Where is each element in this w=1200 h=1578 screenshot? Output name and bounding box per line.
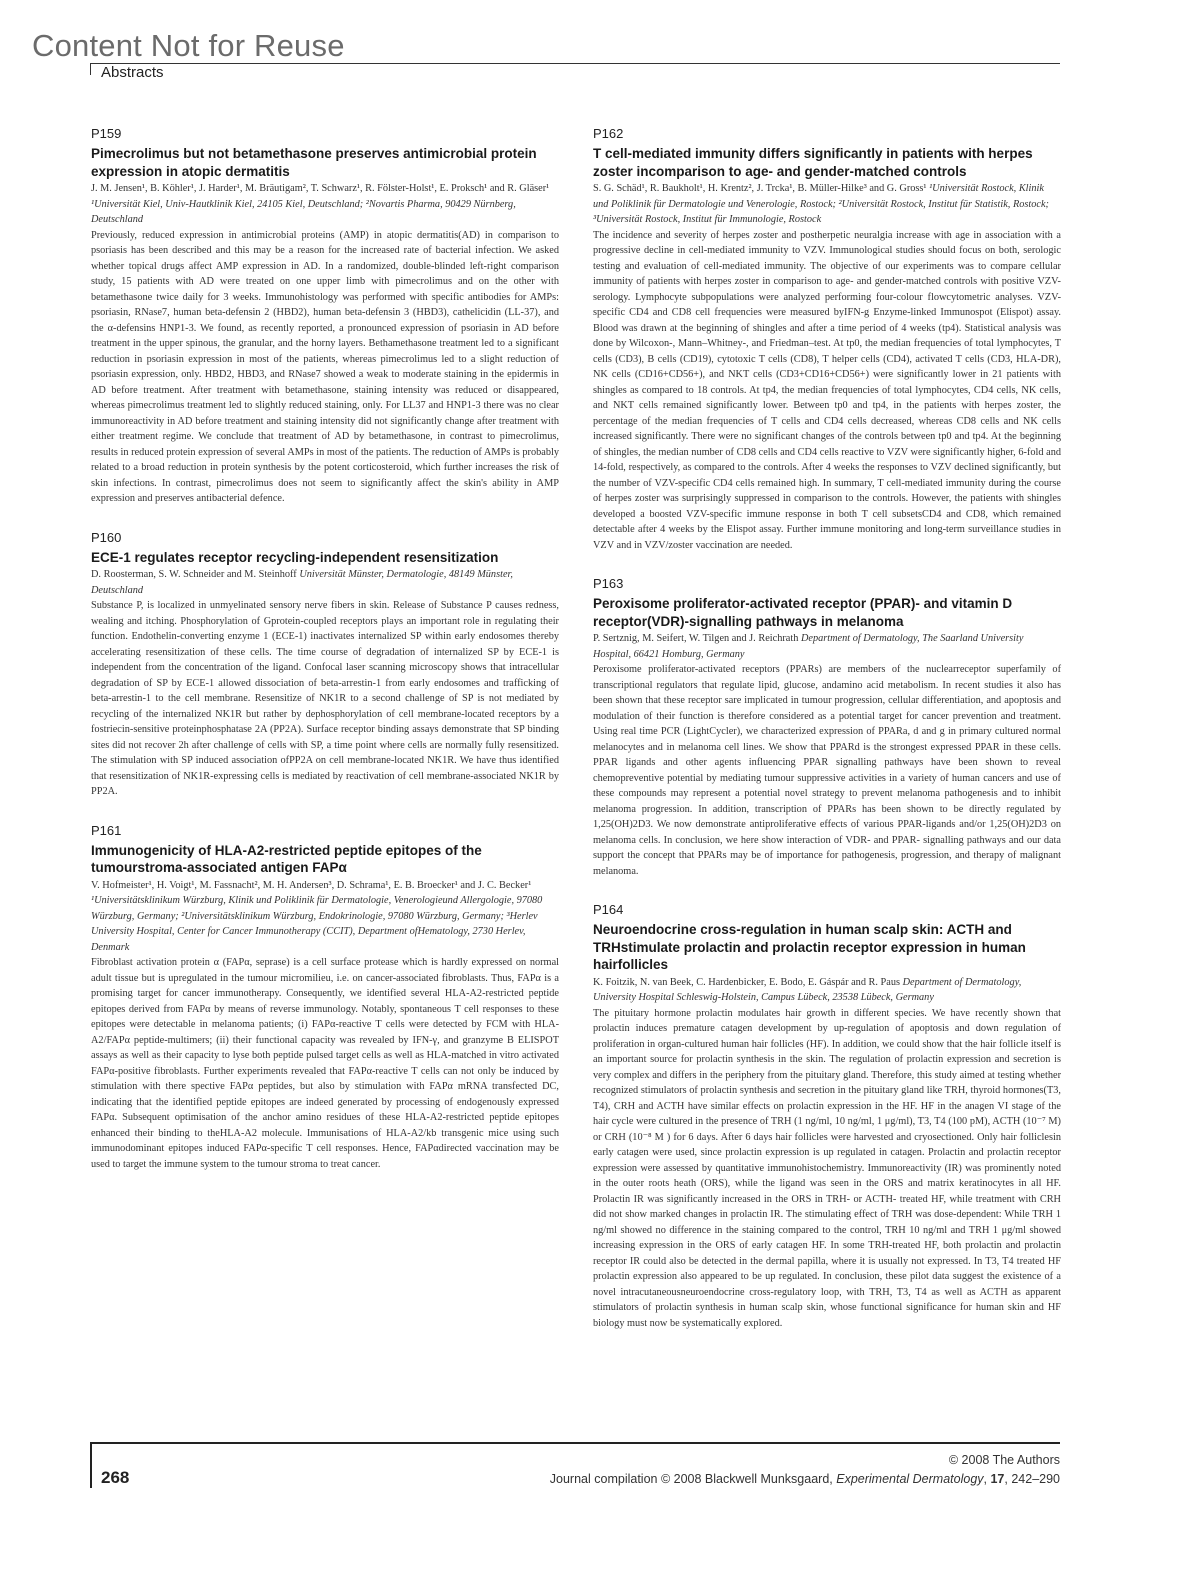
footer-tick	[90, 1442, 92, 1488]
author-list: D. Roosterman, S. W. Schneider and M. Steinhoff	[91, 569, 297, 580]
journal-citation	[550, 1472, 1060, 1486]
affiliation: ¹Universitätsklinikum Würzburg, Klinik und Poliklinik für Dermatologie, Venerologieund Allergologie, 97080 Würzburg, Germany; ²Universitätsklinikum Würzburg, Endokrinologie, 97080 Würzburg, Germany; ³Herlev University Hospital, Center for Cancer Immunotherapy (CCIT), Department ofHematology, 2730 Herlev, Denmark	[91, 895, 543, 953]
abstract-authors	[91, 567, 559, 598]
affiliation: ¹Universität Rostock, Klinik und Poliklinik für Dermatologie und Venerologie, Rostock; ²Universität Rostock, Institut für Statistik, Rostock; ³Universität Rostock, Institut für Immunologie, Rostock	[593, 183, 1049, 225]
author-list: P. Sertznig, M. Seifert, W. Tilgen and J. Reichrath	[593, 633, 799, 644]
abstract-title: Pimecrolimus but not betamethasone preserves antimicrobial protein expression in atopic dermatitis	[91, 146, 537, 179]
header-rule	[90, 63, 1060, 64]
abstract-body: Peroxisome proliferator-activated receptors (PPARs) are members of the nuclearreceptor superfamily of transcriptional regulators that regulate lipid, glucose, andamino acid metabolism. In recent studies it also has been shown that these receptor sare implicated in tumour progression, cellular differentiation, and apoptosis and modulation of their function is therefore considered as a potential target for cancer prevention and treatment. Using real time PCR (LightCycler), we characterized expression of PPARa, d and g in primary cultured normal melanocytes and in melanoma cell lines. We show that PPARd is the strongest expressed PPAR in these cells. PPAR ligands and other agents influencing PPAR signalling pathways have been shown to reveal chemopreventive potential by mediating tumour suppressive activities in a variety of human cancers and use of these compounds may represent a potential novel strategy to prevent melanoma pathogenesis and to inhibit melanoma progression. In addition, transcription of PPARs has been shown to be directly regulated by 1,25(OH)2D3. We now demonstrate antiproliferative effects of various PPAR-ligands and/or 1,25(OH)2D3 on melanoma cells. In conclusion, we here show interaction of VDR- and PPAR- signalling pathways and our data support the concept that PPARs may be of importance for pathogenesis, progression, and therapy of malignant melanoma.	[593, 664, 1061, 877]
journal-name: Experimental Dermatology	[836, 1472, 984, 1486]
abstract-authors	[593, 181, 1061, 228]
abstract-p162	[593, 125, 1061, 553]
author-list: K. Foitzik, N. van Beek, C. Hardenbicker, E. Bodo, E. Gáspár and R. Paus	[593, 976, 901, 988]
footer-rule	[90, 1442, 1060, 1444]
abstract-authors	[91, 878, 559, 956]
abstract-authors	[593, 631, 1061, 662]
abstract-title: Peroxisome proliferator-activated receptor (PPAR)- and vitamin D receptor(VDR)-signalling pathways in melanoma	[593, 596, 1013, 629]
abstract-id: P160	[91, 529, 122, 545]
abstract-authors	[91, 181, 559, 228]
watermark: Content Not for Reuse	[32, 28, 345, 63]
copyright: © 2008 The Authors	[948, 1453, 1060, 1467]
author-list: V. Hofmeister¹, H. Voigt¹, M. Fassnacht², M. H. Andersen³, D. Schrama¹, E. B. Broecker¹ and J. C. Becker¹	[91, 879, 532, 891]
affiliation: Department of Dermatology, University Hospital Schleswig-Holstein, Campus Lübeck, 23538 Lübeck, Germany	[593, 976, 1022, 1003]
affiliation: Department of Dermatology, The Saarland University Hospital, 66421 Homburg, Germany	[593, 633, 1024, 660]
abstract-body: Previously, reduced expression in antimicrobial proteins (AMP) in atopic dermatitis(AD) in comparison to psoriasis has been described and this may be a reason for the increased rate of bacterial infection. We asked whether topical drugs affect AMP expression in AD. In a randomized, double-blinded left-right comparison study, 15 patients with AD were treated on one upper limb with pimecrolimus and on the other with betamethasone twice daily for 3 weeks. Immunohistology was performed with specific antibodies for AMPs: psoriasin, RNase7, human beta-defensin 2 (HBD2), human beta-defensin 3 (HBD3), cathelicidin (LL-37), and the α-defensins HNP1-3. We found, as recently reported, a pronounced expression of psoriasin in AD before treatment in the upper spinous, the granular, and the horny layers. Bethamethasone treatment led to a significant reduction in psoriasin expression in most of the patients, whereas pimecrolimus led to a slight reduction of psoriasin expression, only. HBD2, HBD3, and RNase7 showed a weak to moderate staining in the epidermis in AD before treatment. After treatment with betamethasone, staining intensity was reduced or disappeared, whereas pimecrolimus treatment led to slightly reduced staining, only. For LL37 and HNP1-3 there was no clear immunoreactivity in AD before treatment and staining intensity did not significantly change after treatment with either treatment regime. We conclude that treatment of AD by betamethasone, in contrast to pimecrolimus, results in reduced protein expression of several AMPs in most of the patients. The reduction of AMPs is probably related to a broad reduction in protein synthesis by the potent corticosteroid, which further increases the risk of skin infections. In contrast, pimecrolimus does not seem to significantly affect the skin's ability in AMP expression and preserves antibacterial defence.	[91, 229, 559, 504]
abstract-p163	[593, 575, 1061, 879]
affiliation: Universität Münster, Dermatologie, 48149 Münster, Deutschland	[91, 569, 513, 596]
abstract-p160	[91, 529, 559, 800]
abstract-id: P164	[593, 902, 624, 917]
journal-volume: 17	[990, 1472, 1005, 1486]
affiliation: ¹Universität Kiel, Univ-Hautklinik Kiel, 24105 Kiel, Deutschland; ²Novartis Pharma, 90429 Nürnberg, Deutschland	[91, 198, 516, 225]
abstract-p164	[593, 901, 1061, 1331]
header-tick	[90, 63, 91, 75]
abstract-id: P163	[593, 576, 624, 591]
abstract-body: The pituitary hormone prolactin modulates hair growth in different species. We have recently shown that prolactin induces premature catagen development by up-regulation of apoptosis and down regulation of proliferation in organ-cultured human hair follicles (HF). In addition, we could show that the hair follicle itself is an important source for prolactin synthesis in the skin. The regulation of prolactin expression and secretion is very complex and differs in the periphery from the pituitary gland. Therefore, this study aimed at testing whether recognized stimulators of prolactin synthesis and secretion in the pituitary gland like TRH, thyroid hormones(T3, T4), CRH and ACTH have similar effects on prolactin expression in the HF. HF in the anagen VI stage of the hair cycle were cultured in the presence of TRH (1 ng/ml, 10 ng/ml, 1 μg/ml), T3, T4 (100 pM), ACTH (10⁻⁷ M) or CRH (10⁻⁸ M ) for 6 days. After 6 days hair follicles were harvested and cryosectioned. Only hair folliclesin early catagen were used, since prolactin expression is up regulated in catagen. Prolactin and prolactin receptor expression were assessed by quantitative immunohistochemistry. Immunoreactivity (IR) was prominently noted in the outer roots heath (ORS), while the ligand was seen in the ORS and matrix keratinocytes in all HF. Prolactin IR was significantly increased in the ORS in TRH- or ACTH- treated HF, while treatment with CRH did not show marked changes in prolactin IR. The stimulating effect of TRH was dose-dependent: While TRH 1 ng/ml showed no difference in the staining compared to the control, TRH 10 ng/ml and TRH 1 μg/ml showed increasing expression in the ORS of early catagen HF. In some TRH-treated HF, both prolactin and prolactin receptor IR could also be detected in the dermal papilla, where it is usually not expressed. In T3, T4 treated HF prolactin expression also appeared to be up regulated. In conclusion, these pilot data suggest the existence of a novel intracutaneousneuroendocrine cross-regulatory loop, with TRH, T3, T4 as well as ACTH as apparent stimulators of prolactin synthesis in human scalp skin, whose functional significance for human skin and HF biology must now be systematically explored.	[593, 1007, 1061, 1329]
journal-pages: , 242–290	[1004, 1472, 1060, 1486]
author-list: S. G. Schäd¹, R. Baukholt¹, H. Krentz², J. Trcka¹, B. Müller-Hilke³ and G. Gross¹	[593, 183, 927, 194]
abstract-title: Immunogenicity of HLA-A2-restricted peptide epitopes of the tumourstroma-associated antigen FAPα	[91, 842, 482, 875]
abstract-title: T cell-mediated immunity differs significantly in patients with herpes zoster incomparison to age- and gender-matched controls	[593, 146, 1033, 179]
abstract-p159	[91, 125, 559, 507]
abstract-authors	[593, 975, 1061, 1006]
journal-prefix: Journal compilation © 2008 Blackwell Munksgaard,	[549, 1472, 837, 1486]
left-column	[91, 125, 559, 1194]
abstract-id: P162	[593, 126, 624, 141]
page-number: 268	[101, 1468, 130, 1487]
section-label: Abstracts	[101, 64, 164, 81]
abstract-id: P161	[91, 822, 122, 838]
abstract-p161	[91, 822, 559, 1173]
abstract-body: Substance P, is localized in unmyelinated sensory nerve fibers in skin. Release of Substance P causes redness, wealing and itching. Phosphorylation of Gprotein-coupled receptors plays an important role in regulating their function. Endothelin-converting enzyme 1 (ECE-1) inactivates internalized SP within early endosomes thereby accelerating resensitization of these cells. The time course of degradation of internalized SP by ECE-1 is independent from the concentration of the ligand. Confocal laser scanning microscopy shows that intracellular degradation of SP by ECE-1 allowed dissociation of beta-arrestin-1 from early endosomes and trafficking of beta-arrestin-1 to the cell membrane. Resensitize of NK1R to a second challenge of SP is not mediated by recycling of the internalized NK1R but rather by dephosphorylation of cell membrane-located receptors by a fostriecin-sensitive proteinphosphatase 2A (PP2A). Surface receptor binding assays demonstrate that SP binding sites did not recover 2h after challenge of cells with SP, a time point where cells are normally fully resensitized. The stimulation with SP induced association ofPP2A on cell membrane-located NK1R. We have thus identified that resensitization of NK1R-expressing cells is mediated by reactivation of cell membrane-associated NK1R by PP2A.	[91, 600, 559, 797]
abstract-body: The incidence and severity of herpes zoster and postherpetic neuralgia increase with age in association with a progressive decline in cell-mediated immunity to VZV. Immunological studies should focus on both, serologic testing and evaluation of cell-mediated immunity. The objective of our experiments was to compare cellular immunity of patients with herpes zoster in comparison to age- and gender-matched controls with positive VZV-serology. Lymphocyte subpopulations were analyzed performing four-colour flowcytometric analyses. VZV-specific CD4 and CD8 cell frequencies were measured byIFN-g Enzyme-linked Immunospot (Elispot) assay. Blood was drawn at the beginning of shingles and after a time period of 4 weeks (tp4). Statistical analysis was done by Wilcoxon-, Mann–Whitney-, and Friedman–test. At tp0, the median frequencies of total lymphocytes, T cells (CD3), B cells (CD19), cytotoxic T cells (CD8), T helper cells (CD4), activated T cells (CD3, HLA-DR), NK cells (CD16+CD56+), and NKT cells (CD3+CD16+CD56+) were significantly lower in 21 patients with shingles as compared to 18 controls. At tp4, the median frequencies of total lymphocytes, CD4 cells, NK cells, and NKT cells remained significantly lower. Between tp0 and tp4, in the patients with herpes zoster, the percentage of the median frequencies of T cells and CD4 cells decreased, whereas CD8 cells and NK cells increased significantly. There were no significant changes of the controls between tp0 and tp4. At the beginning of shingles, the median number of CD8 cells and CD4 cells reactive to VZV were significantly higher, 6-fold and 14-fold, respectively, as compared to the controls. After 4 weeks the responses to VZV declined significantly, but the number of VZV-specific CD4 cells remained high. In summary, T cell-mediated immunity during the course of herpes zoster was surprisingly suppressed in comparison to the controls. However, the patients with shingles developed a boosted VZV-specific immune response in both T cell subsetsCD4 and CD8, which remained detectable after 4 weeks by the Elispot assay. Further immune monitoring and long-term surveillance studies in VZV and in VZV/zoster vaccination are needed.	[593, 229, 1061, 551]
abstract-id: P159	[91, 126, 122, 141]
journal-sep: ,	[983, 1472, 991, 1486]
abstract-title: Neuroendocrine cross-regulation in human scalp skin: ACTH and TRHstimulate prolactin and prolactin receptor expression in human hairfollicles	[593, 922, 1026, 972]
right-column	[593, 125, 1061, 1353]
abstract-title: ECE-1 regulates receptor recycling-independent resensitization	[91, 549, 499, 565]
author-list: J. M. Jensen¹, B. Köhler¹, J. Harder¹, M. Bräutigam², T. Schwarz¹, R. Fölster-Holst¹, E. Proksch¹ and R. Gläser¹	[91, 183, 550, 194]
abstract-body: Fibroblast activation protein α (FAPα, seprase) is a cell surface protease which is hardly expressed on normal adult tissue but is upregulated in the tumour micromilieu, i.e. on cancer-associated fibroblasts. Thus, FAPα is a promising target for cancer immunotherapy. Consequently, we identified several HLA-A2-restricted peptide epitopes derived from FAPα by means of reverse immunology. Notably, spontaneous T cell responses to these epitopes were detectable in melanoma patients; (i) FAPα-reactive T cells were detected by FCM with HLA-A2/FAPα peptide-multimers; (ii) their functional capacity was revealed by IFN-γ, and granzyme B ELISPOT assays as well as their capacity to lyse both peptide pulsed target cells as well as HLA-matched in vitro activated FAPα-positive fibroblasts. Further experiments revealed that FAPα-reactive T cells can not only be induced by stimulation with there spective FAPα peptides, but also by stimulation with FAPα mRNA transfected DC, indicating that the identified peptide epitopes are indeed generated by processing of endogenously expressed FAPα. Subsequent optimisation of the anchor amino residues of these HLA-A2-restricted peptide epitopes enhanced their binding to theHLA-A2 molecule. Immunisations of HLA-A2/kb transgenic mice using such immunodominant epitopes induced FAPα-specific T cell responses. Hence, FAPαdirected vaccination may be used to target the immune system to the tumour stroma to treat cancer.	[91, 957, 559, 1170]
